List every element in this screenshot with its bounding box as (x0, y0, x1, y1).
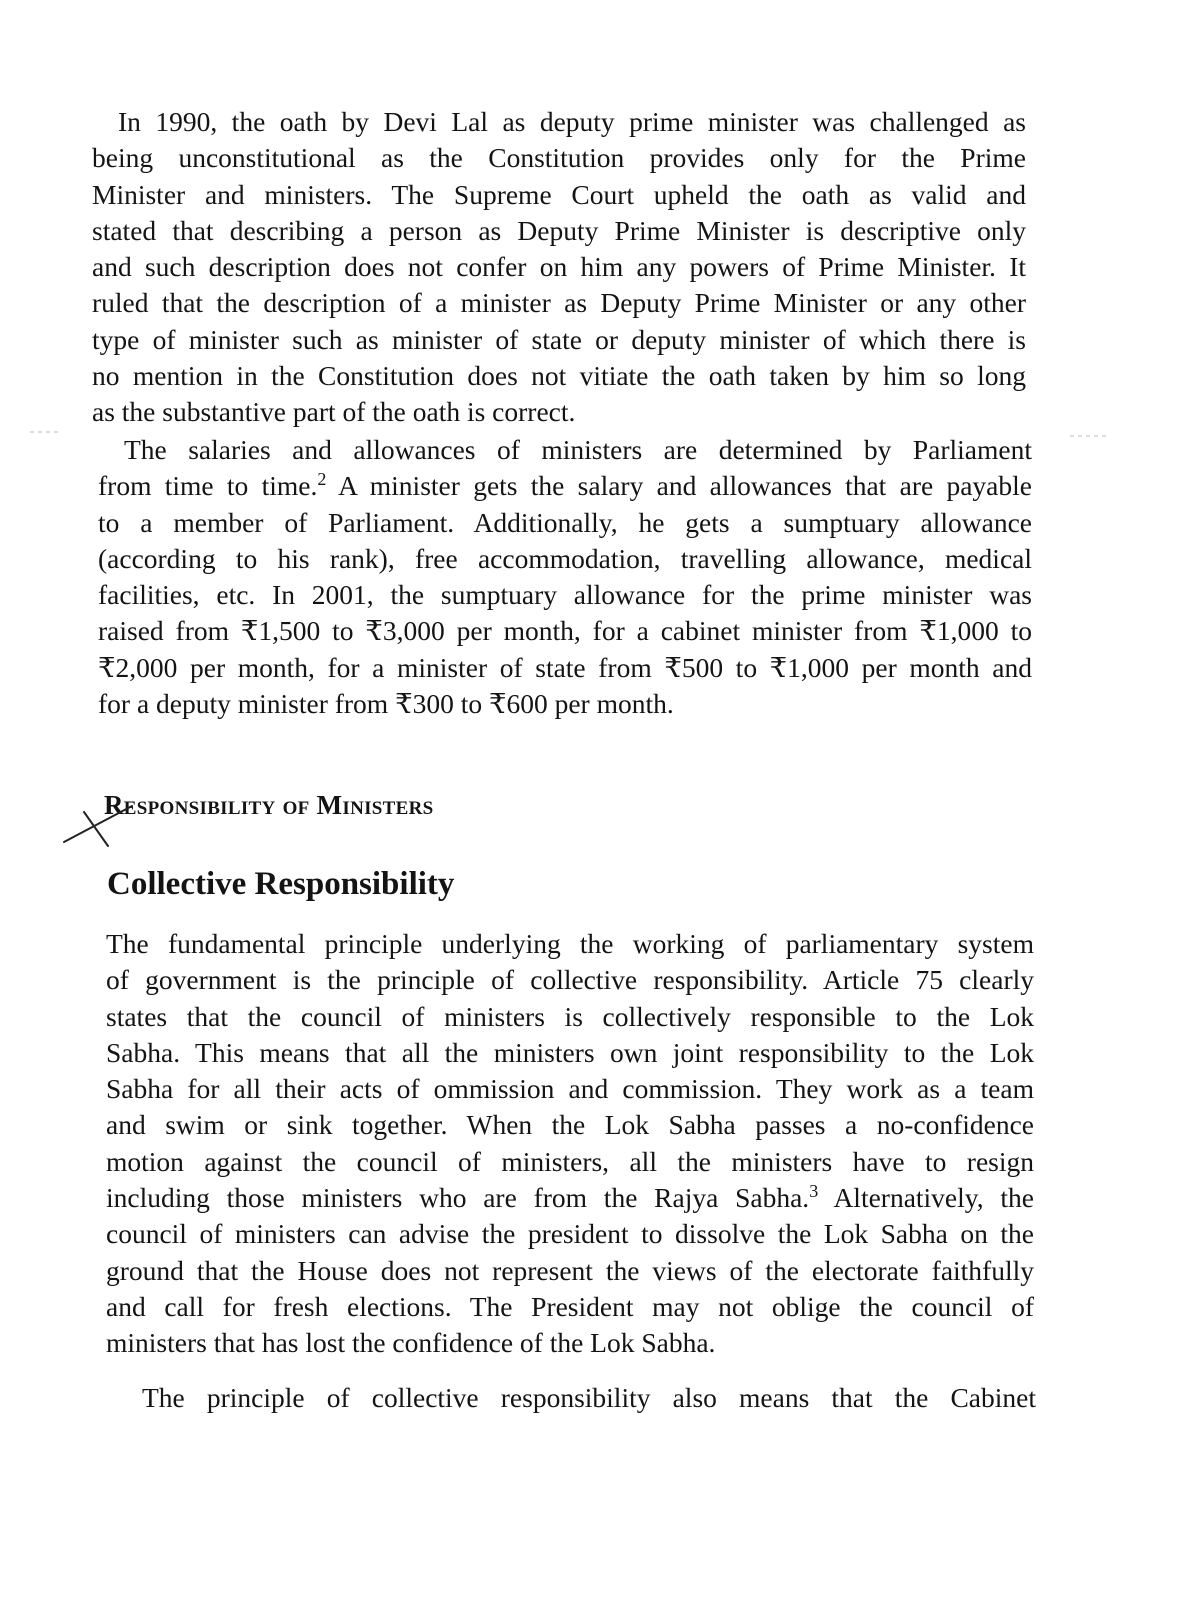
text-line: (according to his rank), free accommodation, travelling allowance, medical (98, 542, 1032, 574)
footnote-marker: 2 (317, 469, 327, 490)
text-line: Minister and ministers. The Supreme Court upheld the oath as valid and (92, 178, 1026, 210)
text-line: ministers that has lost the confidence of the Lok Sabha. (106, 1327, 716, 1359)
sub-heading: Collective Responsibility (107, 866, 455, 902)
text-line: Sabha for all their acts of ommission and commission. They work as a team (106, 1073, 1034, 1105)
text-segment: from time to time. (98, 470, 318, 502)
text-line: council of ministers can advise the president to dissolve the Lok Sabha on the (106, 1218, 1034, 1250)
text-line: Sabha. This means that all the ministers own joint responsibility to the Lok (106, 1036, 1034, 1068)
paragraph-collective-responsibility (106, 926, 1034, 1362)
text-line: ₹2,000 per month, for a minister of state from ₹500 to ₹1,000 per month and (98, 651, 1032, 683)
text-line: In 1990, the oath by Devi Lal as deputy prime minister was challenged as (118, 106, 1026, 137)
paragraph-cabinet (108, 1380, 1036, 1416)
text-line: as the substantive part of the oath is correct. (92, 396, 576, 428)
text-line: for a deputy minister from ₹300 to ₹600 per month. (98, 688, 674, 720)
text-segment: Alternatively, the (818, 1182, 1034, 1214)
text-line: type of minister such as minister of state or deputy minister of which there is (92, 323, 1026, 355)
text-line-with-footnote (106, 1180, 1034, 1216)
text-line: and call for fresh elections. The President may not oblige the council of (106, 1290, 1034, 1322)
text-line: The fundamental principle underlying the working of parliamentary system (106, 928, 1034, 959)
text-line: ruled that the description of a minister as Deputy Prime Minister or any other (92, 287, 1026, 319)
text-line: being unconstitutional as the Constitution provides only for the Prime (92, 142, 1026, 174)
footnote-marker: 3 (809, 1181, 819, 1202)
text-line: states that the council of ministers is collectively responsible to the Lok (106, 1000, 1034, 1032)
text-line: and swim or sink together. When the Lok Sabha passes a no-confidence (106, 1109, 1034, 1141)
text-line: facilities, etc. In 2001, the sumptuary allowance for the prime minister was (98, 579, 1032, 611)
text-line: The principle of collective responsibility also means that the Cabinet (142, 1382, 1036, 1413)
text-line: ground that the House does not represent the views of the electorate faithfully (106, 1254, 1034, 1286)
text-line: raised from ₹1,500 to ₹3,000 per month, for a cabinet minister from ₹1,000 to (98, 615, 1032, 647)
text-line: and such description does not confer on him any powers of Prime Minister. It (92, 251, 1026, 283)
text-line: to a member of Parliament. Additionally, he gets a sumptuary allowance (98, 506, 1032, 538)
text-line: no mention in the Constitution does not vitiate the oath taken by him so long (92, 360, 1026, 392)
section-heading: Responsibility of Ministers (104, 790, 434, 820)
text-line: motion against the council of ministers, all the ministers have to resign (106, 1145, 1034, 1177)
text-line: The salaries and allowances of ministers are determined by Parliament (124, 434, 1032, 465)
text-line: stated that describing a person as Deputy Prime Minister is descriptive only (92, 214, 1026, 246)
text-segment: including those ministers who are from the Rajya Sabha. (106, 1182, 810, 1214)
text-line: of government is the principle of collective responsibility. Article 75 clearly (106, 964, 1034, 996)
text-segment: A minister gets the salary and allowances that are payable (326, 470, 1032, 502)
